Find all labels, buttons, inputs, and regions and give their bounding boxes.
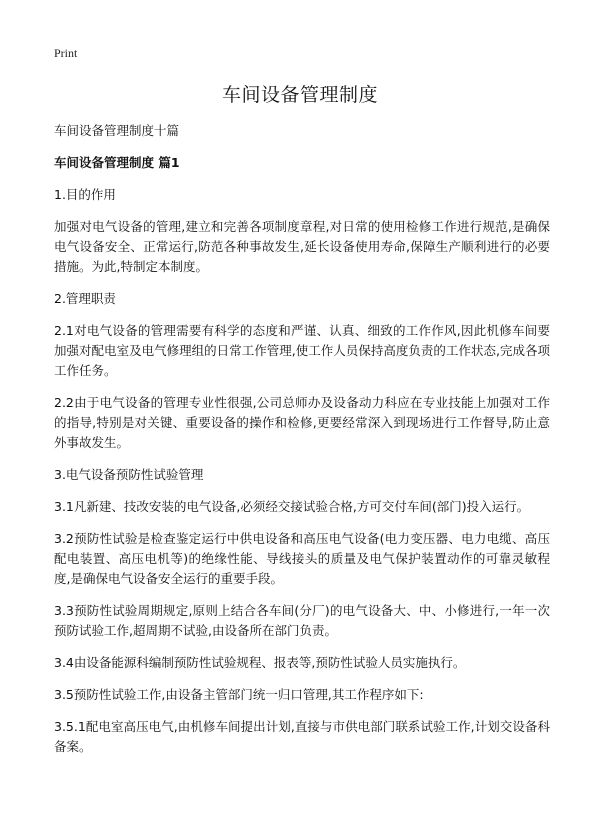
print-link[interactable]: Print <box>54 46 78 60</box>
paragraph: 3.2预防性试验是检查鉴定运行中供电设备和高压电气设备(电力变压器、电力电缆、高压配电装置、高压电机等)的绝缘性能、导线接头的质量及电气保护装置动作的可靠灵敏程度,是确保电气设备安全运行的重要手段。 <box>54 531 550 586</box>
document-subtitle: 车间设备管理制度十篇 <box>54 123 180 138</box>
paragraph: 3.5.1配电室高压电气,由机修车间提出计划,直接与市供电部门联系试验工作,计划交设备科备案。 <box>54 719 550 754</box>
section-heading-responsibilities: 2.管理职责 <box>54 291 116 306</box>
page-title: 车间设备管理制度 <box>221 84 378 106</box>
paragraph: 加强对电气设备的管理,建立和完善各项制度章程,对日常的使用检修工作进行规范,是确保电气设备安全、正常运行,防范各种事故发生,延长设备使用寿命,保障生产顺利进行的必要措施。为此,特制定本制度。 <box>54 219 551 274</box>
document-body <box>54 121 550 769</box>
section-heading-preventive-test: 3.电气设备预防性试验管理 <box>54 467 204 482</box>
paragraph: 3.3预防性试验周期规定,原则上结合各车间(分厂)的电气设备大、中、小修进行,一年一次预防试验工作,超周期不试验,由设备所在部门负责。 <box>54 603 550 638</box>
section-heading-purpose: 1.目的作用 <box>54 187 116 202</box>
paragraph: 3.5预防性试验工作,由设备主管部门统一归口管理,其工作程序如下: <box>54 687 424 702</box>
paragraph: 2.2由于电气设备的管理专业性很强,公司总师办及设备动力科应在专业技能上加强对工作的指导,特别是对关键、重要设备的操作和检修,更要经常深入到现场进行工作督导,防止意外事故发生。 <box>54 395 550 450</box>
section-heading: 车间设备管理制度 篇1 <box>54 155 180 170</box>
paragraph: 3.4由设备能源科编制预防性试验规程、报表等,预防性试验人员实施执行。 <box>54 655 466 670</box>
paragraph: 2.1对电气设备的管理需要有科学的态度和严谨、认真、细致的工作作风,因此机修车间要加强对配电室及电气修理组的日常工作管理,使工作人员保持高度负责的工作状态,完成各项工作任务。 <box>54 323 550 378</box>
paragraph: 3.1凡新建、技改安装的电气设备,必须经交接试验合格,方可交付车间(部门)投入运行。 <box>54 499 530 514</box>
